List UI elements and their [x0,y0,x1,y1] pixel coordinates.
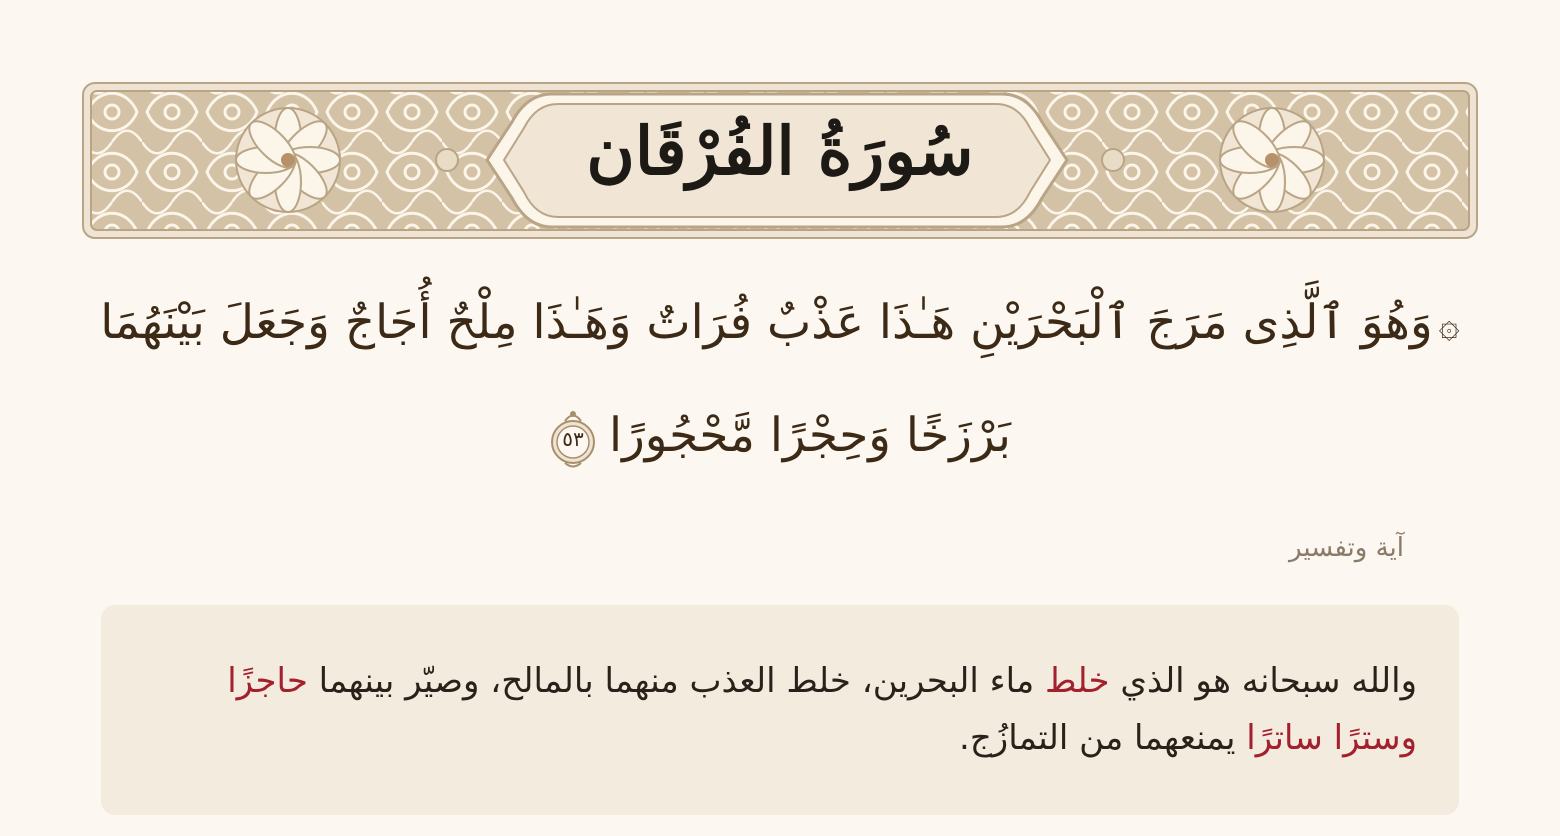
section-label: آية وتفسير [1289,533,1404,563]
verse [100,268,1460,491]
rub-el-hizb-icon: ۞ [1438,305,1460,346]
tafsir-text-part: والله سبحانه هو الذي [1109,661,1417,701]
tafsir-card [101,605,1459,815]
ayah-number-marker[interactable] [549,408,597,470]
tafsir-text-part: يمنعهما من التمازُج. [959,718,1247,758]
tafsir-highlight: خلط [1045,661,1110,701]
tafsir-highlight: حاجزًا وسترًا ساترًا [227,661,1417,758]
verse-line-1 [100,268,1460,381]
surah-header-banner [82,82,1478,239]
verse-text-line-1: وَهُوَ ٱلَّذِى مَرَجَ ٱلْبَحْرَيْنِ هَـٰذَا عَذْبٌ فُرَاتٌ وَهَـٰذَا مِلْحٌ أُجَاجٌ وَجَعَلَ بَيْنَهُمَا [100,295,1433,350]
ayah-number: ٥٣ [562,427,584,451]
tafsir-text [143,653,1417,767]
verse-text-line-2: بَرْزَخًا وَحِجْرًا مَّحْجُورًا [609,408,1011,463]
surah-title: سُورَةُ الفُرْقَان [586,112,974,190]
verse-line-2 [100,381,1460,491]
tafsir-text-part: ماء البحرين، خلط العذب منهما بالمالح، وصيّر بينهما [307,661,1045,701]
